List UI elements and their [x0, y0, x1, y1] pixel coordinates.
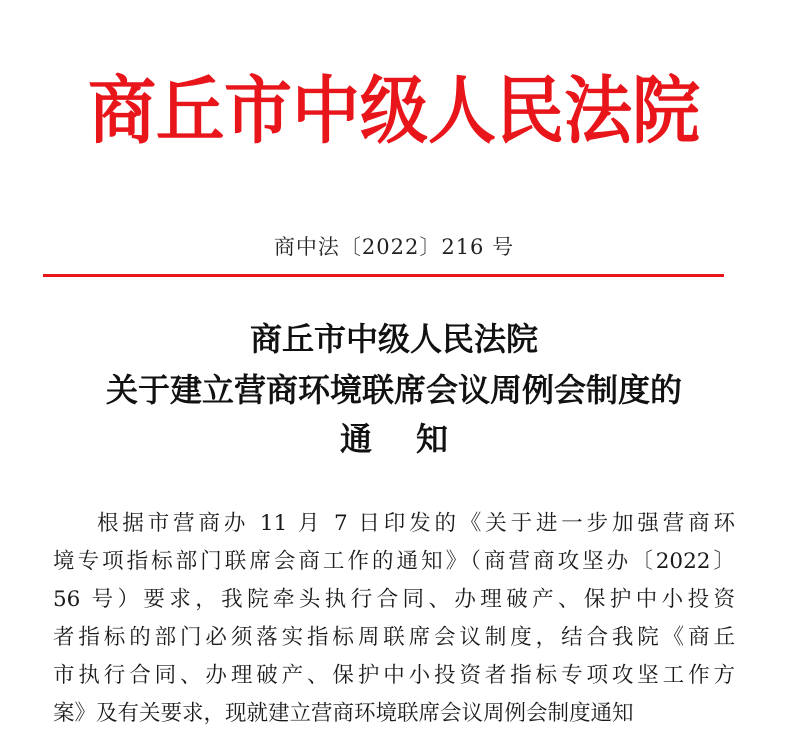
notice-title-line-3 [0, 419, 788, 459]
body-line: 市执行合同、办理破产、保护中小投资者指标专项攻坚工作方 [53, 663, 735, 688]
body-line: 根据市营商办 11 月 7 日印发的《关于进一步加强营商环 [97, 511, 735, 536]
body-line-partial: 案》及有关要求，现就建立营商环境联席会议周例会制度通知 [53, 701, 634, 726]
notice-title-line-1: 商丘市中级人民法院 [249, 320, 538, 358]
body-line: 境专项指标部门联席会商工作的通知》（商营商攻坚办〔2022〕 [53, 549, 735, 574]
document-number: 商中法〔2022〕216 号 [273, 235, 515, 259]
notice-title-char-1: 通 [339, 420, 372, 458]
red-divider-line [43, 274, 724, 277]
body-line: 56 号）要求，我院牵头执行合同、办理破产、保护中小投资 [53, 587, 735, 612]
body-line: 者指标的部门必须落实指标周联席会议制度，结合我院《商丘 [53, 625, 735, 650]
court-masthead: 商丘市中级人民法院 [87, 67, 700, 155]
notice-body [53, 505, 735, 726]
notice-title-line-2: 关于建立营商环境联席会议周例会制度的 [105, 371, 682, 409]
notice-title-char-2: 知 [416, 420, 449, 458]
